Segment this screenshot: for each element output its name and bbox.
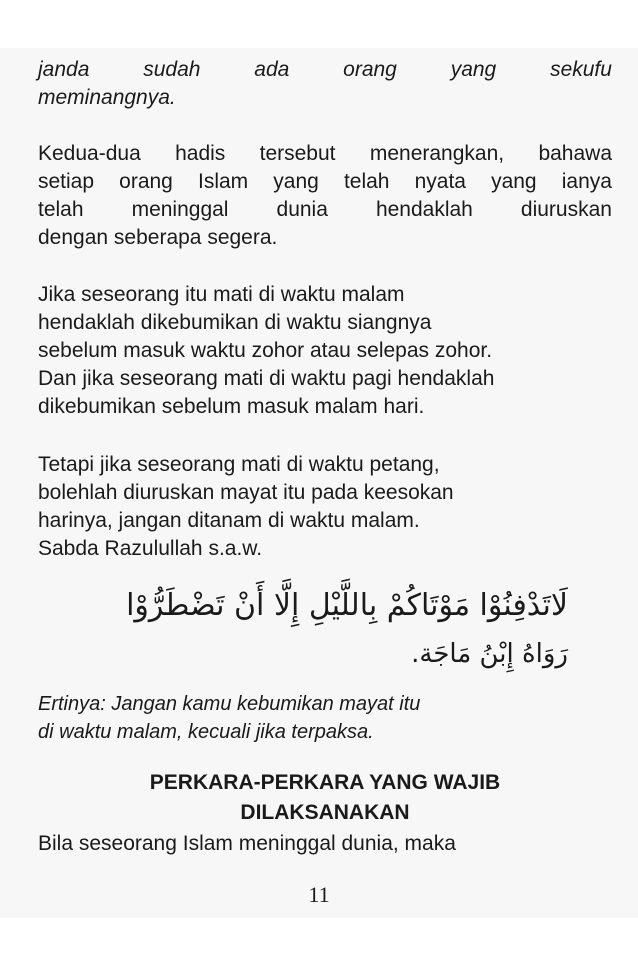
paragraph-line: Bila seseorang Islam meninggal dunia, maka	[38, 832, 456, 855]
paragraph-line: dikebumikan sebelum masuk malam hari.	[38, 395, 425, 418]
paragraph-line: hendaklah dikebumikan di waktu siangnya	[38, 311, 432, 334]
word: bahawa	[538, 142, 612, 165]
word: ada	[254, 58, 290, 81]
paragraph-line: harinya, jangan ditanam di waktu malam.	[38, 509, 420, 532]
word: setiap	[38, 170, 95, 193]
word: telah	[343, 170, 390, 193]
paragraph-line: Dan jika seseorang mati di waktu pagi hendaklah	[38, 367, 495, 390]
word: Kedua-dua	[38, 142, 141, 165]
word: hendaklah	[375, 198, 473, 221]
heading-line: PERKARA-PERKARA YANG WAJIB	[149, 771, 501, 794]
paragraph-line: meminangnya.	[38, 86, 176, 109]
paragraph-line: Tetapi jika seseorang mati di waktu petang,	[38, 453, 440, 476]
word: yang	[273, 170, 319, 193]
paragraph-burial-time	[38, 281, 612, 421]
paragraph-continuation	[38, 56, 612, 112]
page-number: 11	[308, 882, 330, 907]
heading-line: DILAKSANAKAN	[240, 801, 410, 824]
word: orang	[343, 58, 397, 81]
paragraph-line: dengan seberapa segera.	[38, 226, 278, 249]
word: sekufu	[550, 58, 612, 81]
translation-line: di waktu malam, kecuali jika terpaksa.	[38, 721, 374, 743]
word: janda	[38, 58, 90, 81]
paragraph-line: Jika seseorang itu mati di waktu malam	[38, 283, 405, 306]
word: tersebut	[259, 142, 336, 165]
word: yang	[450, 58, 497, 81]
word: orang	[119, 170, 173, 193]
paragraph-line	[38, 56, 612, 84]
word: telah	[38, 198, 84, 221]
word: diuruskan	[520, 198, 612, 221]
paragraph-evening-death	[38, 451, 612, 563]
paragraph-line	[38, 140, 612, 168]
word: yang	[491, 170, 537, 193]
translation-line: Ertinya: Jangan kamu kebumikan mayat itu	[38, 693, 421, 715]
section-heading	[38, 768, 612, 828]
word: meninggal	[131, 198, 229, 221]
word: dunia	[276, 198, 328, 221]
word: menerangkan,	[369, 142, 505, 165]
paragraph-hadith-explanation	[38, 140, 612, 252]
section-intro-text	[38, 830, 612, 858]
word: Islam	[197, 170, 249, 193]
hadith-arabic-text: لَاتَدْفِنُوْا مَوْتَاكُمْ بِاللَّيْلِ إِلَّا أَنْ تَضْطَرُّوْا	[126, 588, 568, 623]
hadith-narrator-arabic: رَوَاهُ إِبْنُ مَاجَة.	[411, 639, 568, 669]
paragraph-line	[38, 168, 612, 196]
word: ianya	[561, 170, 612, 193]
word: hadis	[175, 142, 226, 165]
paragraph-line: Sabda Razulullah s.a.w.	[38, 537, 263, 560]
paragraph-line: bolehlah diuruskan mayat itu pada keesokan	[38, 481, 454, 504]
paragraph-line	[38, 196, 612, 224]
word: sudah	[143, 58, 201, 81]
hadith-translation	[38, 690, 612, 746]
paragraph-line: sebelum masuk waktu zohor atau selepas zohor.	[38, 339, 493, 362]
word: nyata	[414, 170, 466, 193]
